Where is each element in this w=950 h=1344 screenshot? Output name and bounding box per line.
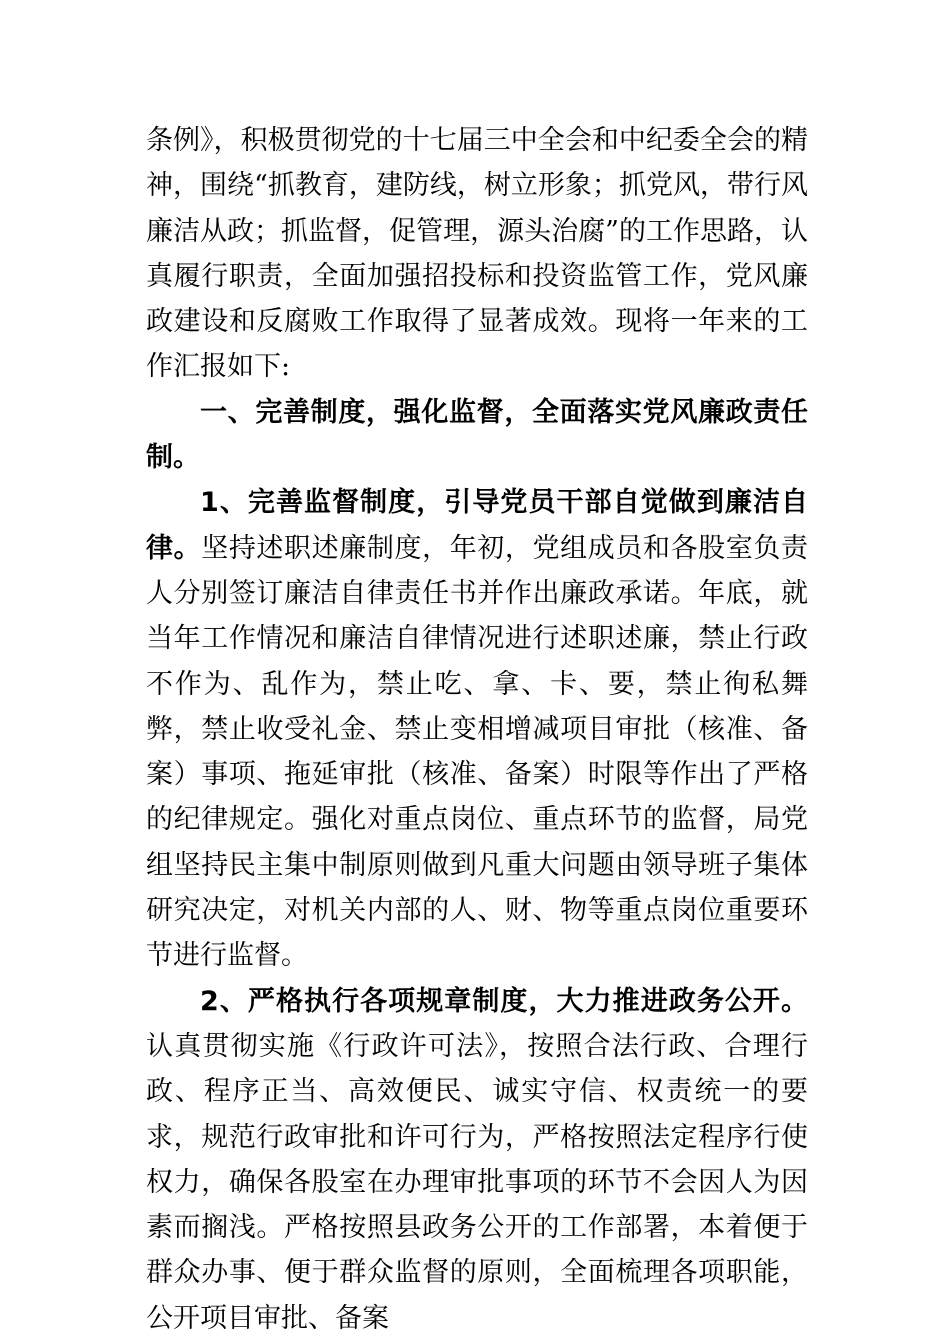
- item-1-paragraph: [146, 480, 808, 978]
- section-1-heading-text: 一、完善制度，强化监督，全面落实党风廉政责任制。: [146, 396, 808, 474]
- section-1-heading: [146, 390, 808, 481]
- intro-paragraph: 条例》，积极贯彻党的十七届三中全会和中纪委全会的精神，围绕“抓教育，建防线，树立形象；抓党风，带行风廉洁从政；抓监督，促管理，源头治腐”的工作思路，认真履行职责，全面加强招投标和投资监管工作，党风廉政建设和反腐败工作取得了显著成效。现将一年来的工作汇报如下:: [146, 125, 808, 383]
- item-2-heading: 2、严格执行各项规章制度，大力推进政务公开。: [200, 985, 808, 1017]
- item-1-heading: 1、完善监督制度，引导党员干部自觉做到廉洁自律。: [146, 487, 808, 564]
- item-2-paragraph: [146, 979, 808, 1341]
- document-body: [146, 118, 808, 1341]
- item-2-body: 认真贯彻实施《行政许可法》，按照合法行政、合理行政、程序正当、高效便民、诚实守信、权责统一的要求，规范行政审批和许可行为，严格按照法定程序行使权力，确保各股室在办理审批事项的环节不会因人为因素而搁浅。严格按照县政务公开的工作部署，本着便于群众办事、便于群众监督的原则，全面梳理各项职能，公开项目审批、备案: [146, 1030, 808, 1334]
- item-1-body: 坚持述职述廉制度，年初，党组成员和各股室负责人分别签订廉洁自律责任书并作出廉政承诺。年底，就当年工作情况和廉洁自律情况进行述职述廉，禁止行政不作为、乱作为，禁止吃、拿、卡、要，禁止徇私舞弊，禁止收受礼金、禁止变相增减项目审批（核准、备案）事项、拖延审批（核准、备案）时限等作出了严格的纪律规定。强化对重点岗位、重点环节的监督，局党组坚持民主集中制原则做到凡重大问题由领导班子集体研究决定，对机关内部的人、财、物等重点岗位重要环节进行监督。: [146, 532, 809, 972]
